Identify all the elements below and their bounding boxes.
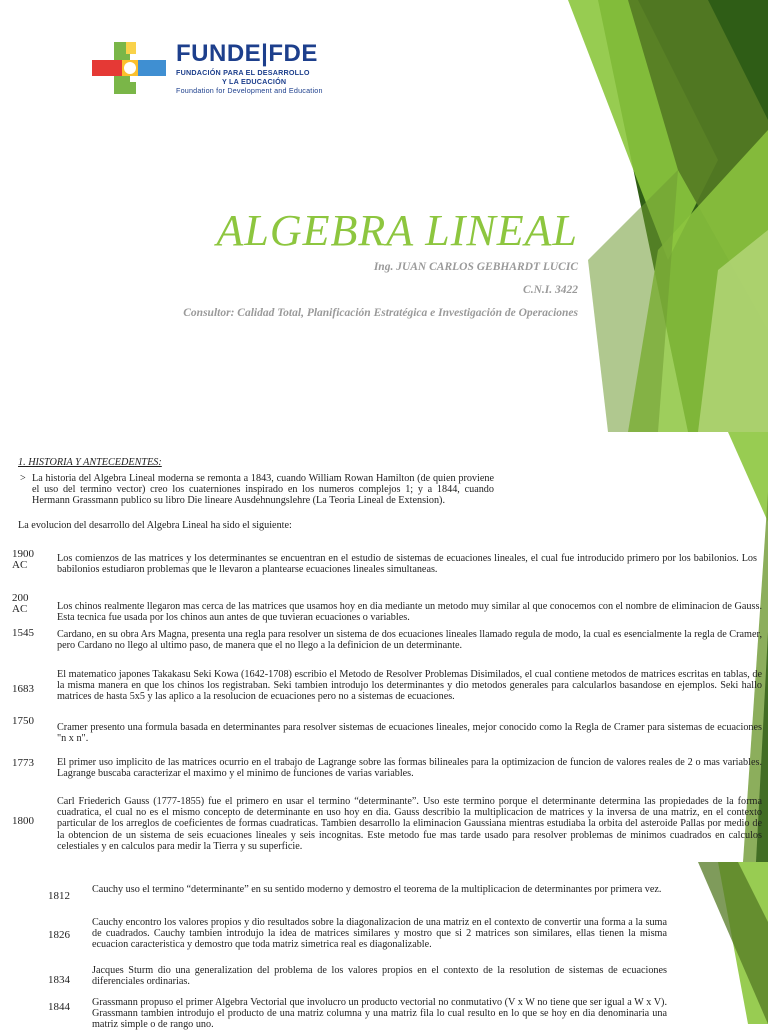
- timeline-entry: Cramer presento una formula basada en determinantes para resolver sistemas de ecuaciones lineales, mejor conocido como la Regla de Cramer para sistemas de ecuaciones "n x n".: [57, 722, 762, 745]
- year-label: 1834: [48, 974, 70, 986]
- timeline-entry: Cauchy uso el termino “determinante” en su sentido moderno y demostro el teorema de la multiplicacion de determinantes por primera vez.: [92, 884, 662, 895]
- logo-line-2: Y LA EDUCACIÓN: [222, 77, 287, 86]
- year-label: 1545: [12, 627, 34, 639]
- timeline-entry: Los comienzos de las matrices y los determinantes se encuentran en el estudio de sistemas de ecuaciones lineales, el cual fue introducido primero por los babilonios. Los babilonios estudiaron problemas que le llevaron a plantearse ecuaciones lineales simultaneas.: [57, 553, 757, 576]
- year-label: 1683: [12, 683, 34, 695]
- year-label: 1800: [12, 815, 34, 827]
- cover-cni: C.N.I. 3422: [523, 284, 578, 296]
- history-evolution: La evolucion del desarrollo del Algebra Lineal ha sido el siguiente:: [18, 520, 292, 531]
- history-intro: La historia del Algebra Lineal moderna se remonta a 1843, cuando William Rowan Hamilton (de quien proviene el uso del termino vector) creo los cuaterniones inspirado en los numeros complejos 1; y a 1844, cuando Hermann Grassmann publico su libro Die lineare Ausdehnungslehre (La Teoria Lineal de Extension).: [32, 473, 494, 507]
- logo-wordmark: FUNDE|FDE: [176, 40, 318, 67]
- funde-fde-logo: [90, 40, 380, 96]
- history-slide-2: [0, 862, 768, 1031]
- timeline-entry: El primer uso implicito de las matrices ocurrio en el trabajo de Lagrange sobre las formas bilineales para la optimizacion de funcion de valores reales de 2 o mas variables. Lagrange buscaba caracterizar el maximo y el minimo de funciones de varias variables.: [57, 757, 762, 780]
- green-decoration-3: [658, 862, 768, 1024]
- history-heading: 1. HISTORIA Y ANTECEDENTES:: [18, 457, 162, 468]
- cover-author: Ing. JUAN CARLOS GEBHARDT LUCIC: [373, 261, 578, 273]
- bullet-marker: >: [20, 473, 26, 484]
- timeline-entry: Cauchy encontro los valores propios y dio resultados sobre la diagonalizacion de una matriz en el contexto de convertir una forma a la suma de cuadrados. Cauchy tambien introdujo la idea de matrices similares y mostro que si 2 matrices son similares, ellas tienen la misma ecuacion caracteristica y demostro que toda matriz simetrica real es diagonalizable.: [92, 917, 667, 951]
- green-decoration: [568, 0, 768, 432]
- year-label: 1900 AC: [12, 548, 34, 572]
- timeline-entry: Cardano, en su obra Ars Magna, presenta una regla para resolver un sistema de dos ecuaciones lineales llamado regula de modo, la cual es esencialmente la regla de Cramer, pero Cardano no llego al ultimo paso, de manera que el no llego a la definicion de un determinante.: [57, 629, 762, 652]
- cover-slide: [0, 0, 768, 432]
- timeline-entry: Jacques Sturm dio una generalization del problema de los valores propios en el contexto de la resolution de sistemas de ecuaciones diferenciales ordinarias.: [92, 965, 667, 988]
- timeline-entry: Carl Friederich Gauss (1777-1855) fue el primero en usar el termino “determinante”. Uso este termino porque el determinante determina las propiedades de la forma cuadratica, el cual no es el mismo concepto de determinante en uso hoy en dia. Gauss describio la multiplicacion de matrices y la inversa de una matriz, en el contexto particular de los arreglos de coeficientes de formas cuadraticas. Tambien desarrollo la eliminacion Gaussiana mientras estudiaba la orbita del asteroide Pallas por medio de la obtencion de un sistema de seis ecuaciones lineales y seis incognitas. Este metodo fue mas tarde usado para resolver problemas de minimos cuadrados en calculos celestiales y en calculos para medir la Tierra y su superficie.: [57, 796, 762, 852]
- year-label: 1750: [12, 715, 34, 727]
- timeline-entry: El matematico japones Takakasu Seki Kowa (1642-1708) escribio el Metodo de Resolver Problemas Disimilados, el cual contiene metodos de matrices escritas en tablas, de la misma manera en que los chinos los registraban. Seki tambien introdujo los determinantes y dio metodos generales para calcularlos basandose en ejemplos. Seki hallo matrices de hasta 5x5 y las aplico a la resolucion de ecuaciones pero no a sistemas de ecuaciones.: [57, 669, 762, 703]
- year-label: 1773: [12, 757, 34, 769]
- cover-role: Consultor: Calidad Total, Planificación Estratégica e Investigación de Operaciones: [183, 307, 578, 319]
- cover-title: ALGEBRA LINEAL: [216, 206, 578, 255]
- year-label: 200 AC: [12, 592, 29, 616]
- timeline-entry: Grassmann propuso el primer Algebra Vectorial que involucro un producto vectorial no conmutativo (V x W no tiene que ser igual a W x V). Grassmann tambien introdujo el producto de una matriz columna y una matriz fila lo cual resulto en lo que se hoy en dia denominaria una matriz simple o de rango uno.: [92, 997, 667, 1031]
- year-label: 1826: [48, 929, 70, 941]
- timeline-entry: Los chinos realmente llegaron mas cerca de las matrices que usamos hoy en dia mediante un metodo muy similar al que conocemos con el nombre de eliminacion de Gauss. Esta tecnica fue usada por los chinos aun antes de que tuvieran ecuaciones o variables.: [57, 601, 762, 624]
- logo-line-1: FUNDACIÓN PARA EL DESARROLLO: [176, 68, 310, 77]
- logo-cross-icon: [90, 40, 170, 96]
- year-label: 1812: [48, 890, 70, 902]
- history-slide: [0, 432, 768, 862]
- year-label: 1844: [48, 1001, 70, 1013]
- logo-line-3: Foundation for Development and Education: [176, 86, 323, 95]
